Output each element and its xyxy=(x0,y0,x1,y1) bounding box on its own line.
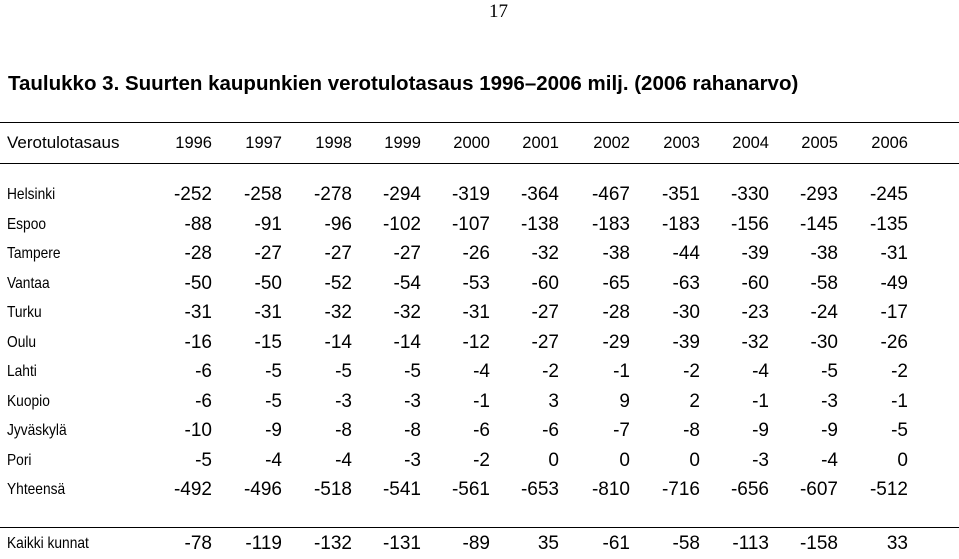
table-cell: -810 xyxy=(591,479,630,500)
table-cell: -8 xyxy=(683,420,700,441)
row-label: Pori xyxy=(7,452,32,469)
table-cell: -39 xyxy=(672,332,700,353)
table-cell: -5 xyxy=(195,450,212,471)
table-cell: -3 xyxy=(404,450,421,471)
table-cell: -1 xyxy=(752,391,769,412)
table-cell: -9 xyxy=(265,420,282,441)
table-cell: -27 xyxy=(324,243,352,264)
row-label: Tampere xyxy=(7,245,61,262)
table-cell: -5 xyxy=(265,361,282,382)
table-cell: -156 xyxy=(730,214,769,235)
row-label: Kuopio xyxy=(7,393,50,410)
table-cell: -8 xyxy=(404,420,421,441)
table-cell: -58 xyxy=(810,273,838,294)
table-cell: -293 xyxy=(799,184,838,205)
row-label: Oulu xyxy=(7,334,37,351)
row-label: Jyväskylä xyxy=(7,422,67,439)
table-cell: 3 xyxy=(548,391,559,412)
table-cell: -96 xyxy=(324,214,352,235)
table-cell: -1 xyxy=(891,391,908,412)
table-cell: -512 xyxy=(869,479,908,500)
table-cell: -32 xyxy=(324,302,352,323)
year-header: 1997 xyxy=(245,134,282,152)
table-cell: -10 xyxy=(184,420,212,441)
table-cell: -656 xyxy=(730,479,769,500)
table-cell: -131 xyxy=(382,533,421,554)
table-cell: -138 xyxy=(520,214,559,235)
year-header: 1999 xyxy=(384,134,421,152)
table-cell: -88 xyxy=(184,214,212,235)
table-cell: -27 xyxy=(254,243,282,264)
table-cell: -8 xyxy=(335,420,352,441)
page-number: 17 xyxy=(489,1,508,22)
table-row xyxy=(0,180,959,210)
year-header: 2000 xyxy=(453,134,490,152)
table-cell: -29 xyxy=(602,332,630,353)
table-cell: -60 xyxy=(741,273,769,294)
row-label: Vantaa xyxy=(7,275,50,292)
table-cell: -5 xyxy=(265,391,282,412)
table-cell: -1 xyxy=(473,391,490,412)
table-cell: -5 xyxy=(404,361,421,382)
table-cell: -31 xyxy=(462,302,490,323)
table-cell: -16 xyxy=(184,332,212,353)
table-cell: -15 xyxy=(254,332,282,353)
table-cell: -61 xyxy=(602,533,630,554)
table-cell: -5 xyxy=(335,361,352,382)
table-cell: -27 xyxy=(393,243,421,264)
table-cell: -14 xyxy=(393,332,421,353)
table-title: Taulukko 3. Suurten kaupunkien verotulotasaus 1996–2006 milj. (2006 rahanarvo) xyxy=(8,72,799,95)
table-cell: -2 xyxy=(542,361,559,382)
table-cell: -27 xyxy=(531,332,559,353)
table-cell: -1 xyxy=(613,361,630,382)
table-cell: -32 xyxy=(531,243,559,264)
table-cell: -2 xyxy=(891,361,908,382)
table-cell: -91 xyxy=(254,214,282,235)
table-cell: -158 xyxy=(799,533,838,554)
table-cell: -4 xyxy=(265,450,282,471)
table-row xyxy=(0,416,959,446)
table-cell: -119 xyxy=(245,533,282,554)
row-label: Espoo xyxy=(7,216,47,233)
table-cell: -541 xyxy=(382,479,421,500)
table-cell: -23 xyxy=(741,302,769,323)
row-label: Lahti xyxy=(7,363,37,380)
year-header: 1998 xyxy=(315,134,352,152)
table-cell: -26 xyxy=(462,243,490,264)
row-label: Turku xyxy=(7,304,42,321)
table-cell: -50 xyxy=(184,273,212,294)
table-row xyxy=(0,298,959,328)
year-header: 2001 xyxy=(522,134,559,152)
table-cell: -107 xyxy=(451,214,490,235)
table-cell: 0 xyxy=(548,450,559,471)
table-row xyxy=(0,328,959,358)
table-row xyxy=(0,239,959,269)
row-label: Helsinki xyxy=(7,186,56,203)
table-cell: -252 xyxy=(173,184,212,205)
table-cell: -7 xyxy=(613,420,630,441)
table-cell: -30 xyxy=(810,332,838,353)
table-cell: -58 xyxy=(672,533,700,554)
table-cell: -5 xyxy=(821,361,838,382)
year-header: 2004 xyxy=(732,134,769,152)
table-cell: 0 xyxy=(897,450,908,471)
table-cell: -63 xyxy=(672,273,700,294)
table-cell: -6 xyxy=(195,391,212,412)
table-cell: -6 xyxy=(195,361,212,382)
table-cell: -31 xyxy=(254,302,282,323)
table-cell: -52 xyxy=(324,273,352,294)
table-cell: -9 xyxy=(752,420,769,441)
table-cell: -351 xyxy=(661,184,700,205)
table-cell: -54 xyxy=(393,273,421,294)
table-row xyxy=(0,387,959,417)
table-cell: 33 xyxy=(886,533,908,554)
table-cell: -24 xyxy=(810,302,838,323)
year-header: 2003 xyxy=(663,134,700,152)
table-cell: -44 xyxy=(672,243,700,264)
table-cell: -3 xyxy=(821,391,838,412)
table-cell: -4 xyxy=(821,450,838,471)
year-header: 2006 xyxy=(871,134,908,152)
table-cell: 0 xyxy=(619,450,630,471)
table-cell: -183 xyxy=(591,214,630,235)
table-cell: -496 xyxy=(243,479,282,500)
table-cell: -561 xyxy=(451,479,490,500)
table-cell: 9 xyxy=(619,391,630,412)
table-cell: -145 xyxy=(799,214,838,235)
table-cell: -50 xyxy=(254,273,282,294)
table-cell: -102 xyxy=(382,214,421,235)
table-cell: -6 xyxy=(473,420,490,441)
table-cell: -319 xyxy=(451,184,490,205)
table-cell: -183 xyxy=(661,214,700,235)
table-cell: -467 xyxy=(591,184,630,205)
table-cell: 35 xyxy=(537,533,559,554)
header-row xyxy=(0,128,959,158)
table-cell: -653 xyxy=(520,479,559,500)
table-cell: -258 xyxy=(243,184,282,205)
table-cell: -492 xyxy=(173,479,212,500)
table-cell: -294 xyxy=(382,184,421,205)
table-cell: -32 xyxy=(393,302,421,323)
table-cell: -245 xyxy=(869,184,908,205)
year-header: 1996 xyxy=(175,134,212,152)
table-cell: -607 xyxy=(799,479,838,500)
row-label: Verotulotasaus xyxy=(7,133,120,152)
table-cell: -89 xyxy=(462,533,490,554)
table-row xyxy=(0,446,959,476)
table-cell: -78 xyxy=(184,533,212,554)
table-row xyxy=(0,269,959,299)
table-cell: -26 xyxy=(880,332,908,353)
table-cell: -28 xyxy=(184,243,212,264)
table-cell: -65 xyxy=(602,273,630,294)
table-cell: -278 xyxy=(313,184,352,205)
table-cell: -3 xyxy=(404,391,421,412)
table-cell: 2 xyxy=(689,391,700,412)
table-cell: -30 xyxy=(672,302,700,323)
table-cell: -2 xyxy=(473,450,490,471)
table-cell: 0 xyxy=(689,450,700,471)
table-cell: -330 xyxy=(730,184,769,205)
table-cell: -4 xyxy=(473,361,490,382)
table-row xyxy=(0,357,959,387)
row-label: Yhteensä xyxy=(7,481,66,498)
table-cell: -14 xyxy=(324,332,352,353)
table-cell: -53 xyxy=(462,273,490,294)
table-cell: -31 xyxy=(880,243,908,264)
table-cell: -28 xyxy=(602,302,630,323)
table-cell: -32 xyxy=(741,332,769,353)
table-cell: -518 xyxy=(313,479,352,500)
table-cell: -38 xyxy=(602,243,630,264)
table-cell: -716 xyxy=(661,479,700,500)
table-cell: -113 xyxy=(732,533,769,554)
table-cell: -3 xyxy=(335,391,352,412)
table-cell: -6 xyxy=(542,420,559,441)
table-cell: -60 xyxy=(531,273,559,294)
table-cell: -4 xyxy=(335,450,352,471)
table-cell: -4 xyxy=(752,361,769,382)
year-header: 2002 xyxy=(593,134,630,152)
table-cell: -135 xyxy=(869,214,908,235)
table-cell: -31 xyxy=(184,302,212,323)
table-cell: -17 xyxy=(880,302,908,323)
table-cell: -39 xyxy=(741,243,769,264)
table-top-rule xyxy=(0,122,959,123)
table-row xyxy=(0,475,959,505)
table-total-rule xyxy=(0,527,959,528)
table-cell: -5 xyxy=(891,420,908,441)
year-header: 2005 xyxy=(801,134,838,152)
table-cell: -2 xyxy=(683,361,700,382)
table-cell: -132 xyxy=(313,533,352,554)
table-cell: -12 xyxy=(462,332,490,353)
table-cell: -49 xyxy=(880,273,908,294)
table-cell: -9 xyxy=(821,420,838,441)
table-cell: -38 xyxy=(810,243,838,264)
table-cell: -3 xyxy=(752,450,769,471)
table-row xyxy=(0,210,959,240)
table-cell: -27 xyxy=(531,302,559,323)
row-label: Kaikki kunnat xyxy=(7,535,89,552)
table-header-rule xyxy=(0,163,959,164)
table-cell: -364 xyxy=(520,184,559,205)
